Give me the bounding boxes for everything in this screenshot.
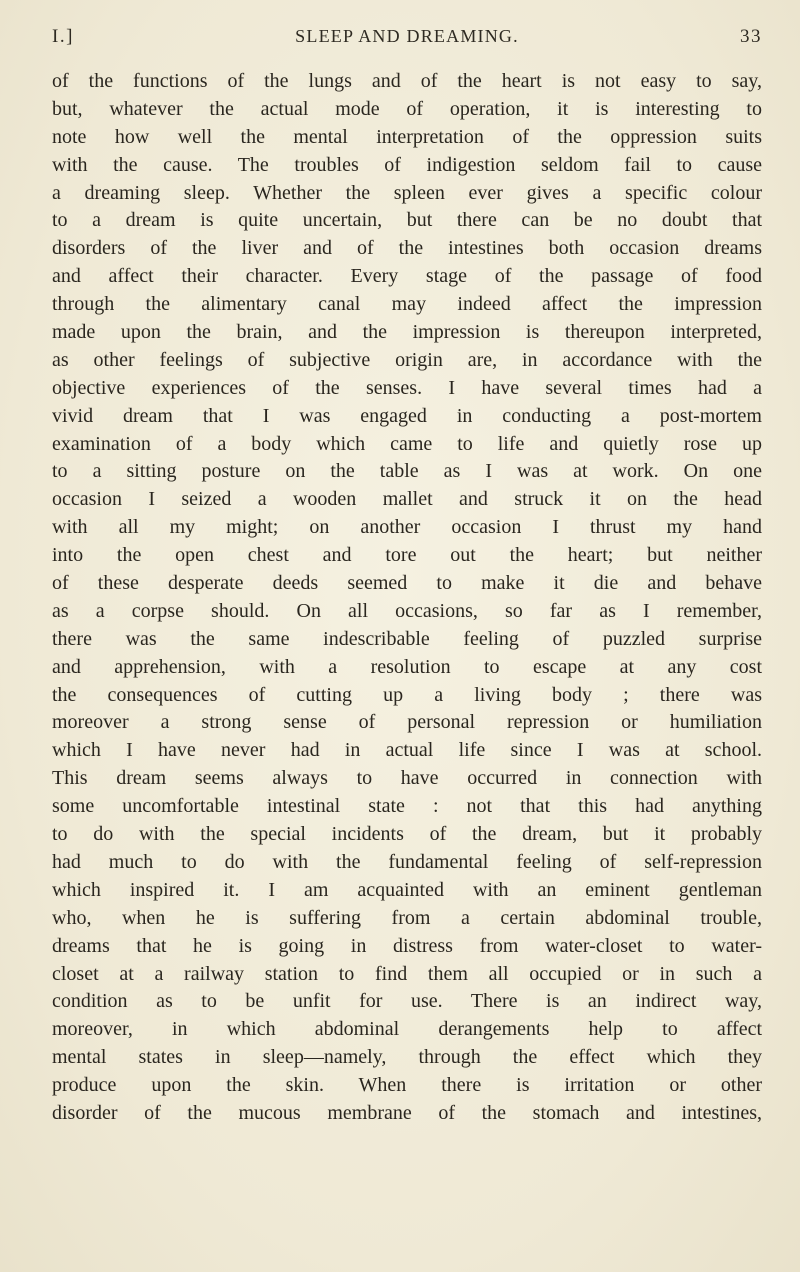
text-line: and apprehension, with a resolution to escape at any cost: [52, 655, 762, 678]
text-line: as other feelings of subjective origin are, in accordance with the: [52, 348, 762, 371]
text-line: who, when he is suffering from a certain abdominal trouble,: [52, 906, 762, 929]
text-line: with all my might; on another occasion I thrust my hand: [52, 516, 762, 539]
text-line: occasion I seized a wooden mallet and struck it on the head: [52, 488, 762, 511]
text-line: had much to do with the fundamental feeling of self-repression: [52, 850, 762, 873]
text-line: dreams that he is going in distress from water-closet to water-: [52, 934, 762, 957]
text-line: with the cause. The troubles of indigestion seldom fail to cause: [52, 153, 762, 176]
running-title: SLEEP AND DREAMING.: [295, 26, 519, 46]
text-line: moreover a strong sense of personal repression or humiliation: [52, 711, 762, 734]
text-line: disorder of the mucous membrane of the stomach and intestines,: [52, 1101, 762, 1124]
text-line: of these desperate deeds seemed to make it die and behave: [52, 572, 762, 595]
text-line: objective experiences of the senses. I have several times had a: [52, 376, 762, 399]
text-line: as a corpse should. On all occasions, so far as I remember,: [52, 599, 762, 622]
text-line: note how well the mental interpretation of the oppression suits: [52, 125, 762, 148]
text-line: vivid dream that I was engaged in conducting a post-mortem: [52, 404, 762, 427]
text-line: but, whatever the actual mode of operation, it is interesting to: [52, 97, 762, 120]
text-line: to a sitting posture on the table as I was at work. On one: [52, 460, 762, 483]
running-head: [52, 22, 762, 48]
text-line: disorders of the liver and of the intestines both occasion dreams: [52, 237, 762, 260]
text-line: closet at a railway station to find them all occupied or in such a: [52, 962, 762, 985]
text-line: and affect their character. Every stage of the passage of food: [52, 265, 762, 288]
text-line: condition as to be unfit for use. There is an indirect way,: [52, 990, 762, 1013]
text-line: the consequences of cutting up a living body ; there was: [52, 683, 762, 706]
body-text: [52, 68, 762, 1128]
section-mark: I.]: [52, 26, 74, 47]
text-line: made upon the brain, and the impression is thereupon interpreted,: [52, 321, 762, 344]
text-line: of the functions of the lungs and of the heart is not easy to say,: [52, 70, 762, 92]
text-line: which inspired it. I am acquainted with an eminent gentleman: [52, 878, 762, 901]
text-line: produce upon the skin. When there is irritation or other: [52, 1074, 762, 1097]
text-line: moreover, in which abdominal derangements help to affect: [52, 1018, 762, 1041]
text-line: some uncomfortable intestinal state : not that this had anything: [52, 795, 762, 818]
text-line: which I have never had in actual life since I was at school.: [52, 739, 762, 762]
page-number: 33: [740, 26, 762, 47]
text-line: a dreaming sleep. Whether the spleen ever gives a specific colour: [52, 181, 762, 204]
text-line: to a dream is quite uncertain, but there can be no doubt that: [52, 209, 762, 232]
text-line: there was the same indescribable feeling of puzzled surprise: [52, 627, 762, 650]
text-line: through the alimentary canal may indeed affect the impression: [52, 293, 762, 316]
text-line: mental states in sleep—namely, through the effect which they: [52, 1046, 762, 1069]
text-line: to do with the special incidents of the dream, but it probably: [52, 823, 762, 846]
text-line: into the open chest and tore out the heart; but neither: [52, 544, 762, 567]
text-line: This dream seems always to have occurred in connection with: [52, 767, 762, 790]
text-line: examination of a body which came to life and quietly rose up: [52, 432, 762, 455]
